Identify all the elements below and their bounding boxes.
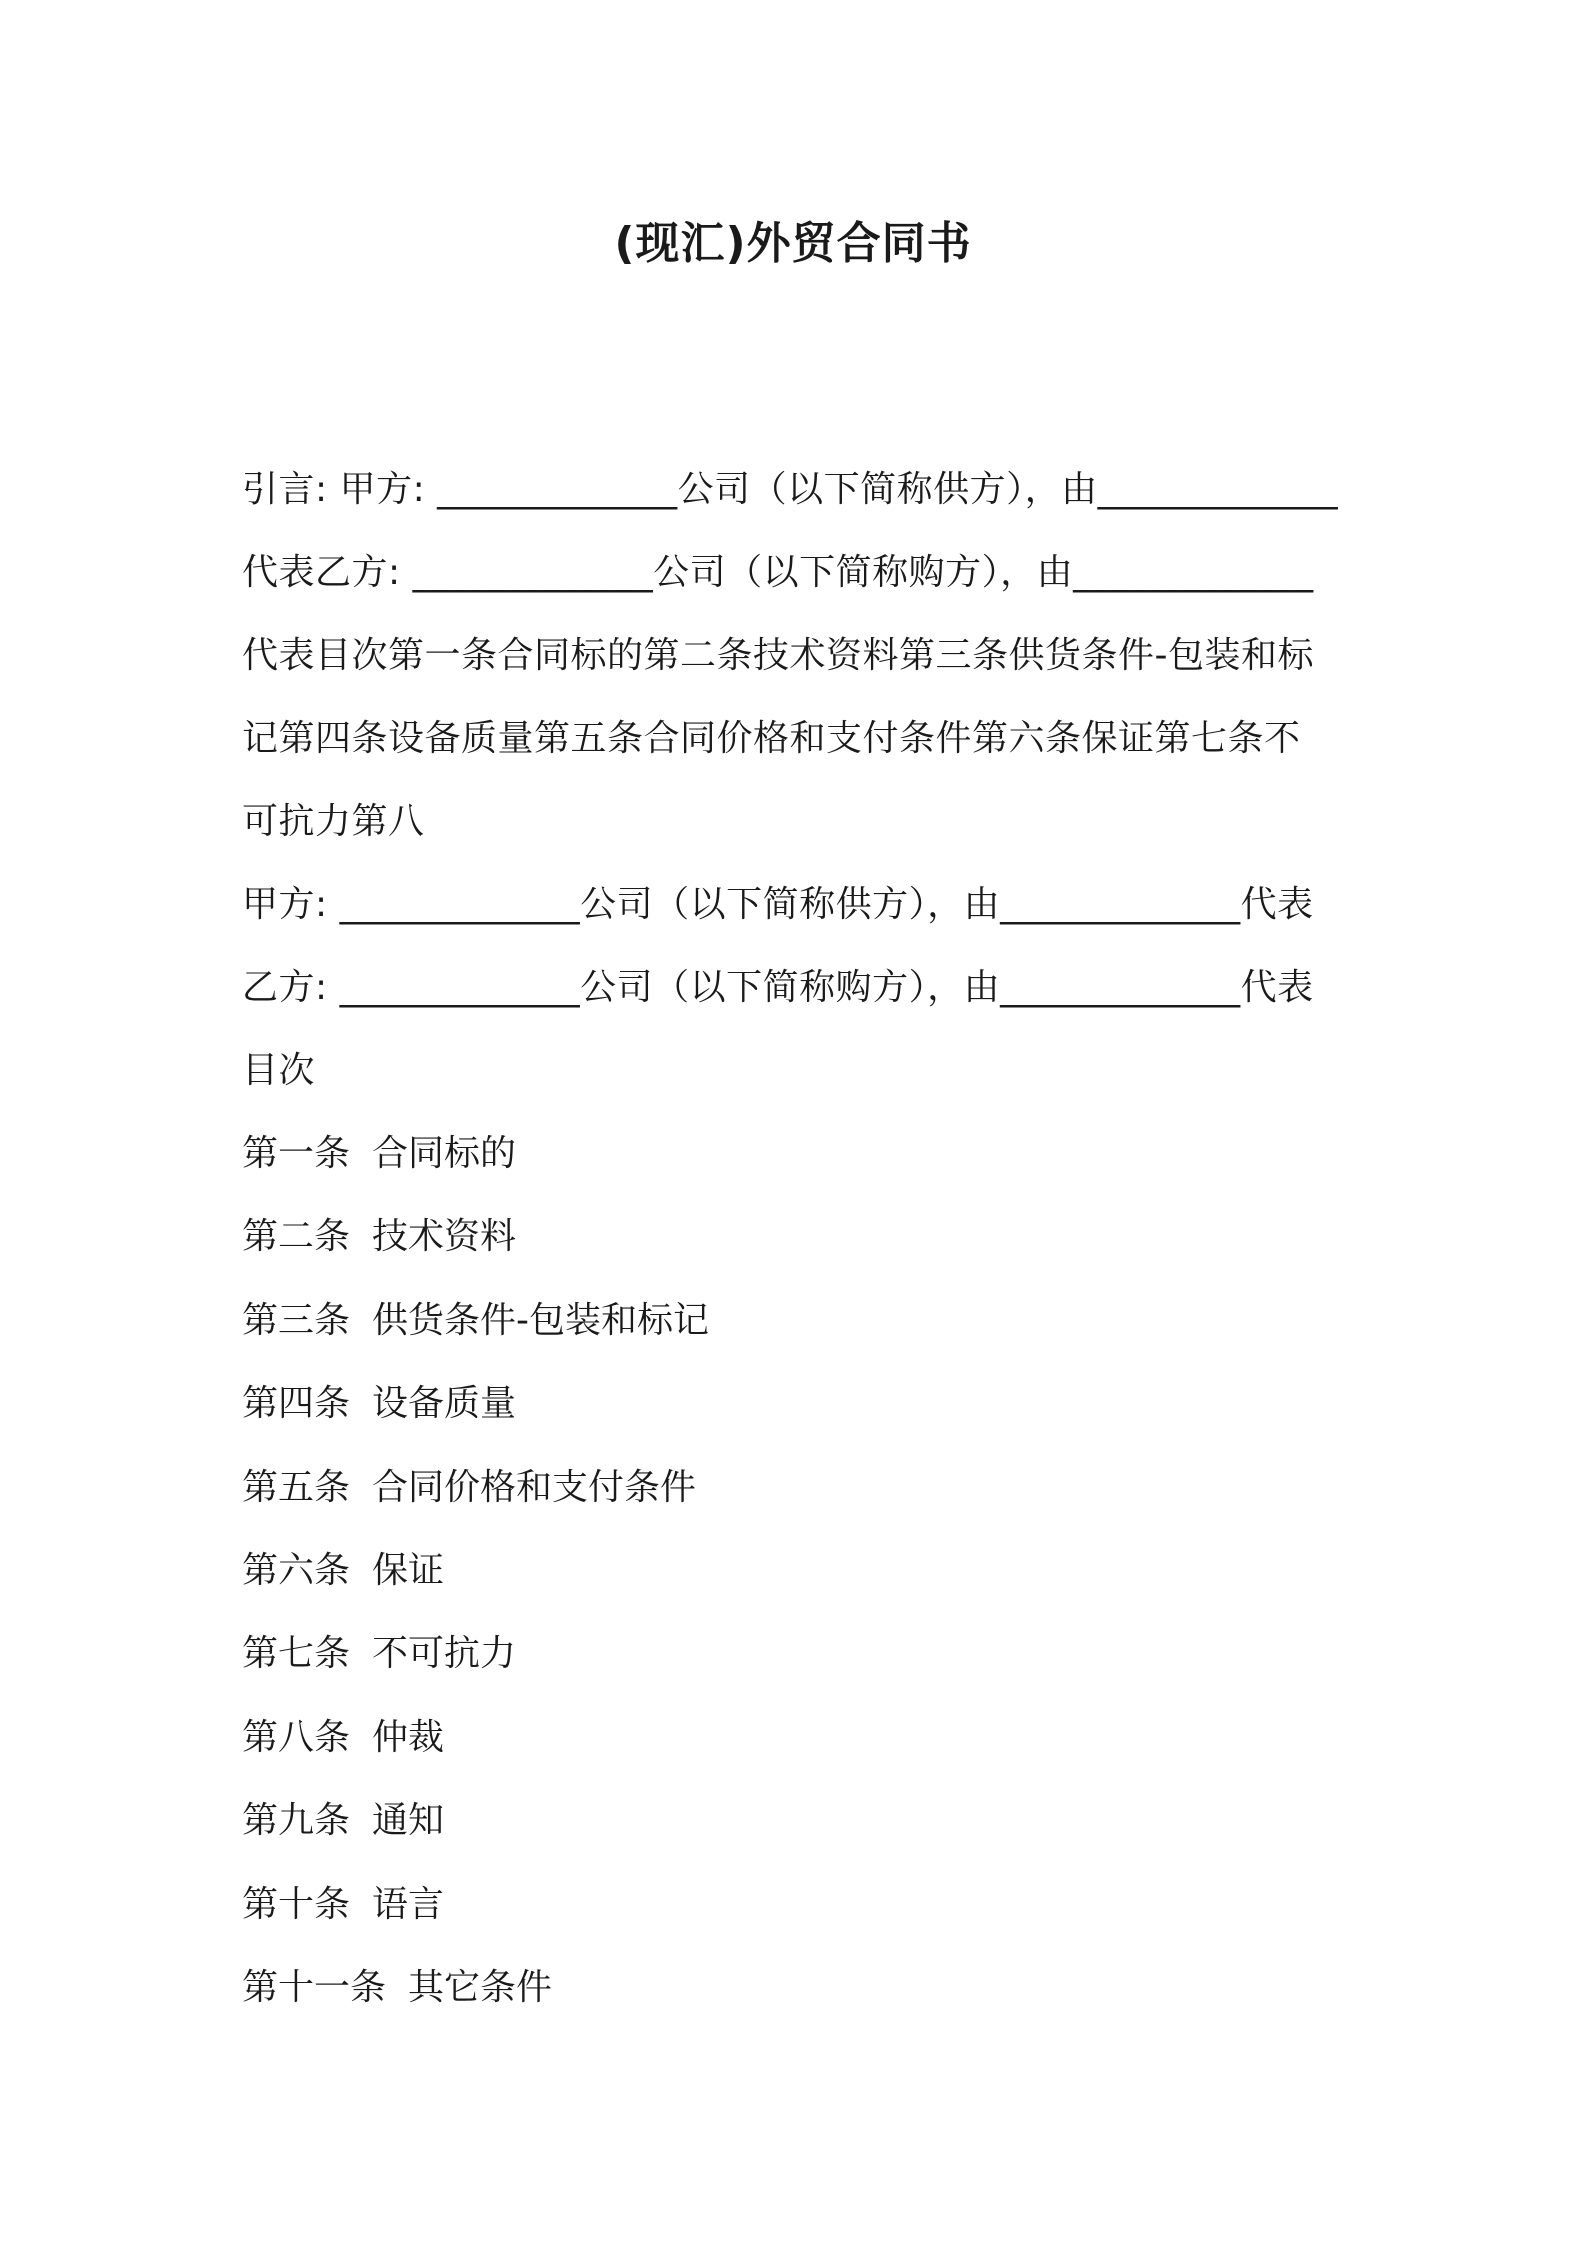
toc-item (242, 1362, 1362, 1445)
intro-line: 代表目次第一条合同标的第二条技术资料第三条供货条件-包装和标 (242, 635, 1314, 676)
party-a-line: 甲方: _____________公司（以下简称供方），由_____________代表 (242, 884, 1314, 925)
toc-item-number: 第十一条 (242, 1966, 387, 2008)
toc-item-title: 设备质量 (372, 1383, 517, 1425)
toc-item (242, 1529, 1362, 1612)
toc-item-title: 通知 (372, 1800, 445, 1842)
toc-item-number: 第三条 (242, 1299, 351, 1341)
toc-item-number: 第六条 (242, 1549, 351, 1591)
toc-item-title: 供货条件-包装和标记 (372, 1299, 710, 1341)
intro-line: 代表乙方: _____________公司（以下简称购方），由_____________ (242, 552, 1314, 593)
toc-item-number: 第十条 (242, 1883, 351, 1925)
toc-item-number: 第一条 (242, 1133, 351, 1174)
toc-item (242, 1112, 1362, 1195)
toc-item-title: 语言 (372, 1883, 445, 1925)
document-body (242, 448, 1362, 2029)
intro-line: 记第四条设备质量第五条合同价格和支付条件第六条保证第七条不 (242, 718, 1301, 759)
toc-item-title: 其它条件 (408, 1966, 553, 2008)
toc-item-title: 技术资料 (372, 1216, 517, 1258)
toc-item (242, 1863, 1362, 1946)
toc-item-title: 不可抗力 (372, 1633, 517, 1675)
toc-item (242, 1612, 1362, 1695)
toc-item (242, 1279, 1362, 1362)
toc-heading: 目次 (242, 1050, 316, 1091)
toc-item (242, 1446, 1362, 1529)
party-b-line: 乙方: _____________公司（以下简称购方），由_____________代表 (242, 967, 1314, 1008)
intro-line: 可抗力第八 (242, 801, 425, 842)
toc-item-title: 仲裁 (372, 1716, 445, 1758)
toc-item-title: 保证 (372, 1549, 445, 1591)
intro-line: 引言: 甲方: _____________公司（以下简称供方），由_____________ (242, 469, 1339, 510)
toc-item-number: 第五条 (242, 1466, 351, 1508)
toc-item-number: 第二条 (242, 1216, 351, 1258)
toc-item (242, 1946, 1362, 2029)
toc-item-number: 第四条 (242, 1383, 351, 1425)
document-title: (现汇)外贸合同书 (614, 218, 972, 269)
table-of-contents (242, 1112, 1362, 2029)
toc-item-number: 第九条 (242, 1800, 351, 1842)
toc-item-title: 合同价格和支付条件 (372, 1466, 697, 1508)
toc-item-number: 第八条 (242, 1716, 351, 1758)
toc-item (242, 1696, 1362, 1779)
toc-item (242, 1779, 1362, 1862)
toc-item (242, 1195, 1362, 1278)
toc-item-number: 第七条 (242, 1633, 351, 1675)
toc-item-title: 合同标的 (372, 1133, 517, 1174)
